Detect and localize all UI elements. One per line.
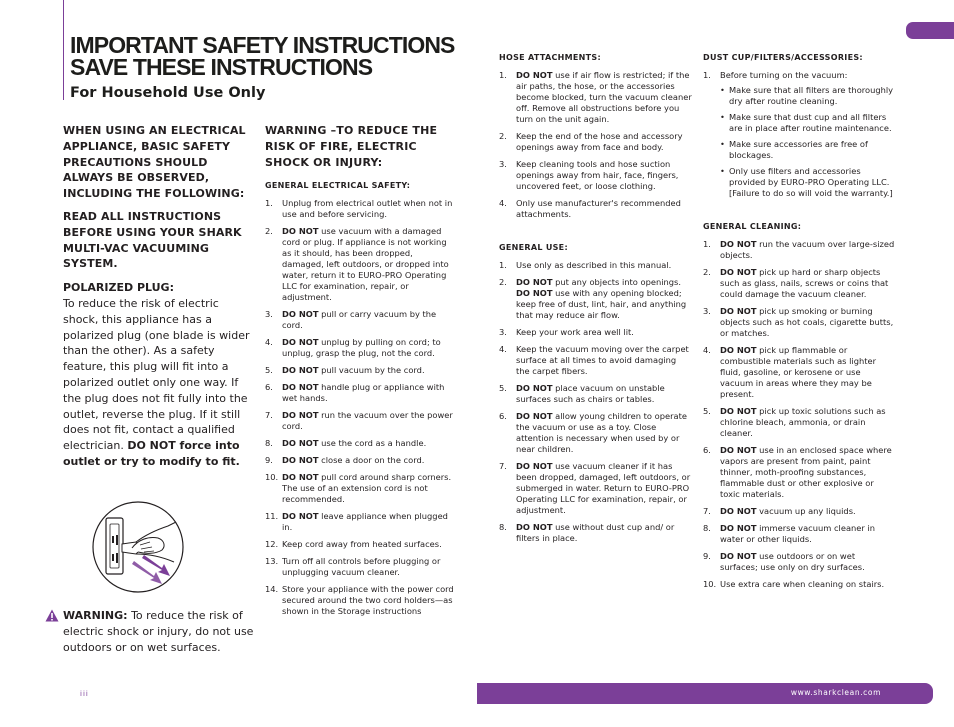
item-text: vacuum up any liquids. bbox=[756, 506, 856, 516]
item-text: handle plug or appliance with wet hands. bbox=[282, 382, 445, 404]
item-text: allow young children to operate the vacuum or use as a toy. Close attention is necessary when used by or near children. bbox=[516, 411, 687, 454]
list-item bbox=[265, 382, 455, 404]
item-number: 2. bbox=[265, 226, 273, 237]
list-item bbox=[265, 309, 455, 331]
item-number: 6. bbox=[703, 445, 711, 455]
list-item bbox=[499, 159, 692, 192]
item-text: Use only as described in this manual. bbox=[516, 260, 672, 270]
list-item bbox=[499, 344, 692, 377]
item-text: place vacuum on unstable surfaces such as chairs or tables. bbox=[516, 383, 665, 404]
warning-triangle-icon bbox=[45, 609, 59, 622]
item-emphasis: DO NOT bbox=[720, 345, 757, 355]
item-emphasis: DO NOT bbox=[282, 337, 319, 348]
website-url: www.sharkclean.com bbox=[790, 688, 881, 697]
dust-cup-bullets bbox=[720, 85, 895, 199]
item-text: use without dust cup and/ or filters in place. bbox=[516, 522, 675, 543]
item-number: 6. bbox=[499, 411, 507, 421]
item-text: pick up toxic solutions such as chlorine bleach, ammonia, or drain cleaner. bbox=[720, 406, 886, 438]
item-number: 2. bbox=[703, 267, 711, 277]
dust-cup-list bbox=[703, 70, 895, 199]
electrical-safety-column bbox=[265, 123, 455, 623]
item-text: Only use manufacturer's recommended attachments. bbox=[516, 198, 681, 219]
item-emphasis: DO NOT bbox=[720, 306, 757, 316]
item-number: 3. bbox=[499, 327, 507, 337]
item-number: 10. bbox=[703, 579, 717, 589]
item-emphasis: DO NOT bbox=[516, 461, 553, 471]
list-item bbox=[265, 410, 455, 432]
bullet-dot: • bbox=[720, 112, 725, 122]
list-item bbox=[499, 383, 692, 405]
item-number: 7. bbox=[703, 506, 711, 516]
item-emphasis: DO NOT bbox=[516, 288, 553, 298]
vertical-rule bbox=[63, 0, 64, 100]
bullet-text: Only use filters and accessories provided by EURO-PRO Operating LLC. [Failure to do so will void the warranty.] bbox=[729, 166, 893, 198]
item-text: pick up flammable or combustible materials such as lighter fluid, gasoline, or kerosene or use vacuum in areas where they may be present. bbox=[720, 345, 877, 399]
list-item bbox=[265, 472, 455, 505]
item-emphasis: DO NOT bbox=[720, 523, 757, 533]
item-text: Keep cleaning tools and hose suction openings away from hair, face, fingers, uncovered feet, or loose clothing. bbox=[516, 159, 679, 191]
list-item bbox=[499, 131, 692, 153]
bullet-dot: • bbox=[720, 85, 725, 95]
item-text: use the cord as a handle. bbox=[318, 438, 427, 449]
item-text: use vacuum with a damaged cord or plug. If appliance is not working as it should, has been dropped, damaged, left outdoors, or dropped into water, return it to EURO-PRO Operating LLC for examination, repair, or adjustment. bbox=[282, 226, 449, 303]
item-text: leave appliance when plugged in. bbox=[282, 511, 448, 533]
item-text: Keep the vacuum moving over the carpet surface at all times to avoid damaging the carpet fibers. bbox=[516, 344, 689, 376]
bullet-text: Make sure that dust cup and all filters are in place after routine maintenance. bbox=[729, 112, 892, 133]
item-text: use if air flow is restricted; if the air paths, the hose, or the accessories become blocked, turn the vacuum cleaner off. Remove all obstructions before you turn on the unit again. bbox=[516, 70, 692, 124]
item-emphasis: DO NOT bbox=[720, 551, 757, 561]
item-number: 2. bbox=[499, 277, 507, 287]
item-emphasis: DO NOT bbox=[516, 70, 553, 80]
item-number: 4. bbox=[703, 345, 711, 355]
item-emphasis: DO NOT bbox=[282, 438, 319, 449]
item-emphasis: DO NOT bbox=[516, 411, 553, 421]
item-text: unplug by pulling on cord; to unplug, grasp the plug, not the cord. bbox=[282, 337, 441, 359]
item-text: pick up smoking or burning objects such as hot coals, cigarette butts, or matches. bbox=[720, 306, 894, 338]
item-text: Turn off all controls before plugging or unplugging vacuum cleaner. bbox=[282, 556, 441, 578]
item-text: Keep your work area well lit. bbox=[516, 327, 634, 337]
list-item bbox=[703, 523, 895, 545]
item-text: use outdoors or on wet surfaces; use only on dry surfaces. bbox=[720, 551, 865, 572]
polarized-plug-text bbox=[63, 296, 253, 470]
item-number: 1. bbox=[703, 239, 711, 249]
item-number: 12. bbox=[265, 539, 279, 550]
item-number: 5. bbox=[265, 365, 273, 376]
item-number: 8. bbox=[703, 523, 711, 533]
dust-cleaning-column bbox=[703, 52, 895, 596]
item-emphasis: DO NOT bbox=[282, 382, 319, 393]
list-item bbox=[499, 522, 692, 544]
general-electrical-safety-title: GENERAL ELECTRICAL SAFETY: bbox=[265, 181, 411, 191]
item-number: 1. bbox=[703, 70, 711, 80]
item-emphasis: DO NOT bbox=[720, 506, 757, 516]
item-emphasis: DO NOT bbox=[282, 365, 319, 376]
item-emphasis: DO NOT bbox=[516, 522, 553, 532]
item-number: 14. bbox=[265, 584, 279, 595]
item-number: 9. bbox=[703, 551, 711, 561]
list-item bbox=[265, 511, 455, 533]
item-text: use vacuum cleaner if it has been dropped, damaged, left outdoors, or submerged in water. Return to EURO-PRO Operating LLC for examination, repair, or adjustment. bbox=[516, 461, 691, 515]
item-text: close a door on the cord. bbox=[318, 455, 425, 466]
item-number: 7. bbox=[265, 410, 273, 421]
item-number: 4. bbox=[499, 198, 507, 208]
list-item bbox=[499, 411, 692, 455]
hose-attachments-list bbox=[499, 70, 692, 220]
item-text: use with any opening blocked; keep free of dust, lint, hair, and anything that may reduce air flow. bbox=[516, 288, 687, 320]
list-item bbox=[265, 337, 455, 359]
item-number: 7. bbox=[499, 461, 507, 471]
item-text: immerse vacuum cleaner in water or other liquids. bbox=[720, 523, 876, 544]
general-cleaning-list bbox=[703, 239, 895, 590]
item-text: run the vacuum over large-sized objects. bbox=[720, 239, 895, 260]
footer-bar bbox=[477, 683, 933, 704]
list-item bbox=[499, 461, 692, 516]
item-text: Keep cord away from heated surfaces. bbox=[282, 539, 442, 550]
intro-text: WHEN USING AN ELECTRICAL APPLIANCE, BASIC SAFETY PRECAUTIONS SHOULD ALWAYS BE OBSERVED, INCLUDING THE FOLLOWING: bbox=[63, 124, 246, 201]
title-line-1: IMPORTANT SAFETY INSTRUCTIONS bbox=[70, 32, 455, 58]
bullet-dot: • bbox=[720, 166, 725, 176]
item-number: 4. bbox=[499, 344, 507, 354]
dust-cup-title: DUST CUP/FILTERS/ACCESSORIES: bbox=[703, 53, 863, 62]
item-emphasis: DO NOT bbox=[720, 406, 757, 416]
bullet-text: Make sure that all filters are thoroughly dry after routine cleaning. bbox=[729, 85, 894, 106]
item-text: pull vacuum by the cord. bbox=[318, 365, 425, 376]
item-number: 1. bbox=[265, 198, 273, 209]
list-item bbox=[703, 306, 895, 339]
hose-use-column bbox=[499, 52, 692, 550]
list-item bbox=[265, 455, 455, 466]
item-number: 4. bbox=[265, 337, 273, 348]
list-item bbox=[703, 445, 895, 500]
list-item bbox=[703, 239, 895, 261]
item-emphasis: DO NOT bbox=[720, 445, 757, 455]
list-item bbox=[265, 539, 455, 550]
item-text: Keep the end of the hose and accessory openings away from face and body. bbox=[516, 131, 683, 152]
warning-text: To reduce the risk of electric shock or injury, do not use outdoors or on wet surfaces. bbox=[63, 609, 254, 654]
item-text: Unplug from electrical outlet when not in use and before servicing. bbox=[282, 198, 453, 220]
bullet-dot: • bbox=[720, 139, 725, 149]
item-text: put any objects into openings. bbox=[552, 277, 681, 287]
item-emphasis: DO NOT bbox=[720, 239, 757, 249]
item-number: 1. bbox=[499, 70, 507, 80]
plug-outlet-illustration bbox=[92, 492, 184, 602]
read-all-text: READ ALL INSTRUCTIONS BEFORE USING YOUR SHARK MULTI-VAC VACUUMING SYSTEM. bbox=[63, 209, 242, 271]
item-emphasis: DO NOT bbox=[516, 277, 553, 287]
item-text: use in an enclosed space where vapors are present from paint, paint thinner, moth-proofing substances, flammable dust or other explosive or toxic materials. bbox=[720, 445, 892, 499]
list-item bbox=[499, 327, 692, 338]
item-text: run the vacuum over the power cord. bbox=[282, 410, 453, 432]
item-number: 10. bbox=[265, 472, 279, 483]
item-number: 5. bbox=[499, 383, 507, 393]
item-text: pull cord around sharp corners. The use of an extension cord is not recommended. bbox=[282, 472, 452, 505]
fire-warning-heading: WARNING –TO REDUCE THE RISK OF FIRE, ELECTRIC SHOCK OR INJURY: bbox=[265, 124, 438, 169]
warning-label: WARNING: bbox=[63, 609, 128, 622]
item-number: 1. bbox=[499, 260, 507, 270]
list-item bbox=[265, 198, 455, 220]
item-number: 2. bbox=[499, 131, 507, 141]
polarized-plug-title: POLARIZED PLUG: bbox=[63, 281, 174, 295]
item-emphasis: DO NOT bbox=[720, 267, 757, 277]
list-item bbox=[703, 579, 895, 590]
hose-attachments-title: HOSE ATTACHMENTS: bbox=[499, 53, 601, 62]
item-number: 5. bbox=[703, 406, 711, 416]
item-text: pull or carry vacuum by the cord. bbox=[282, 309, 437, 331]
title-line-2: SAVE THESE INSTRUCTIONS bbox=[70, 54, 373, 80]
item-number: 8. bbox=[499, 522, 507, 532]
polarized-plug-bold: DO NOT force into outlet or try to modify to fit. bbox=[63, 439, 240, 468]
item-number: 13. bbox=[265, 556, 279, 567]
electrical-safety-list bbox=[265, 198, 455, 617]
list-item bbox=[703, 70, 895, 199]
warning-notice bbox=[45, 608, 255, 655]
item-emphasis: DO NOT bbox=[282, 455, 319, 466]
left-column bbox=[63, 123, 253, 470]
list-item bbox=[703, 345, 895, 400]
list-item bbox=[703, 506, 895, 517]
item-emphasis: DO NOT bbox=[282, 472, 319, 483]
bullet-item bbox=[720, 166, 895, 199]
polarized-plug-body: To reduce the risk of electric shock, this appliance has a polarized plug (one blade is wider than the other). As a safety feature, this plug will fit into a polarized outlet only one way. If the plug does not fit fully into the outlet, reverse the plug. If it still does not fit, contact a qualified electrician. bbox=[63, 296, 250, 453]
item-emphasis: DO NOT bbox=[282, 309, 319, 320]
bullet-item bbox=[720, 112, 895, 134]
bullet-item bbox=[720, 85, 895, 107]
page-number: iii bbox=[80, 690, 89, 698]
corner-tab bbox=[906, 22, 954, 39]
bullet-item bbox=[720, 139, 895, 161]
item-emphasis: DO NOT bbox=[516, 383, 553, 393]
item-number: 9. bbox=[265, 455, 273, 466]
item-number: 6. bbox=[265, 382, 273, 393]
list-item bbox=[265, 226, 455, 303]
item-emphasis: DO NOT bbox=[282, 410, 319, 421]
item-number: 3. bbox=[703, 306, 711, 316]
general-cleaning-title: GENERAL CLEANING: bbox=[703, 222, 802, 231]
list-item bbox=[499, 277, 692, 321]
general-use-title: GENERAL USE: bbox=[499, 243, 568, 252]
page-title bbox=[70, 34, 470, 78]
list-item bbox=[499, 70, 692, 125]
page-subtitle: For Household Use Only bbox=[70, 85, 266, 101]
list-item bbox=[703, 551, 895, 573]
item-number: 3. bbox=[499, 159, 507, 169]
item-number: 3. bbox=[265, 309, 273, 320]
list-item bbox=[265, 584, 455, 617]
list-item bbox=[499, 260, 692, 271]
list-item bbox=[703, 406, 895, 439]
list-item bbox=[265, 365, 455, 376]
item-number: 8. bbox=[265, 438, 273, 449]
item-emphasis: DO NOT bbox=[282, 226, 319, 237]
bullet-text: Make sure accessories are free of blockages. bbox=[729, 139, 868, 160]
item-number: 11. bbox=[265, 511, 279, 522]
item-text: Use extra care when cleaning on stairs. bbox=[720, 579, 885, 589]
general-use-list bbox=[499, 260, 692, 544]
item-text: Store your appliance with the power cord secured around the two cord holders—as shown in the Storage instructions bbox=[282, 584, 454, 617]
list-item bbox=[265, 556, 455, 578]
list-item bbox=[499, 198, 692, 220]
item-emphasis: DO NOT bbox=[282, 511, 319, 522]
item-text: Before turning on the vacuum: bbox=[720, 70, 848, 80]
item-text: pick up hard or sharp objects such as glass, nails, screws or coins that could damage the vacuum cleaner. bbox=[720, 267, 889, 299]
list-item bbox=[265, 438, 455, 449]
list-item bbox=[703, 267, 895, 300]
